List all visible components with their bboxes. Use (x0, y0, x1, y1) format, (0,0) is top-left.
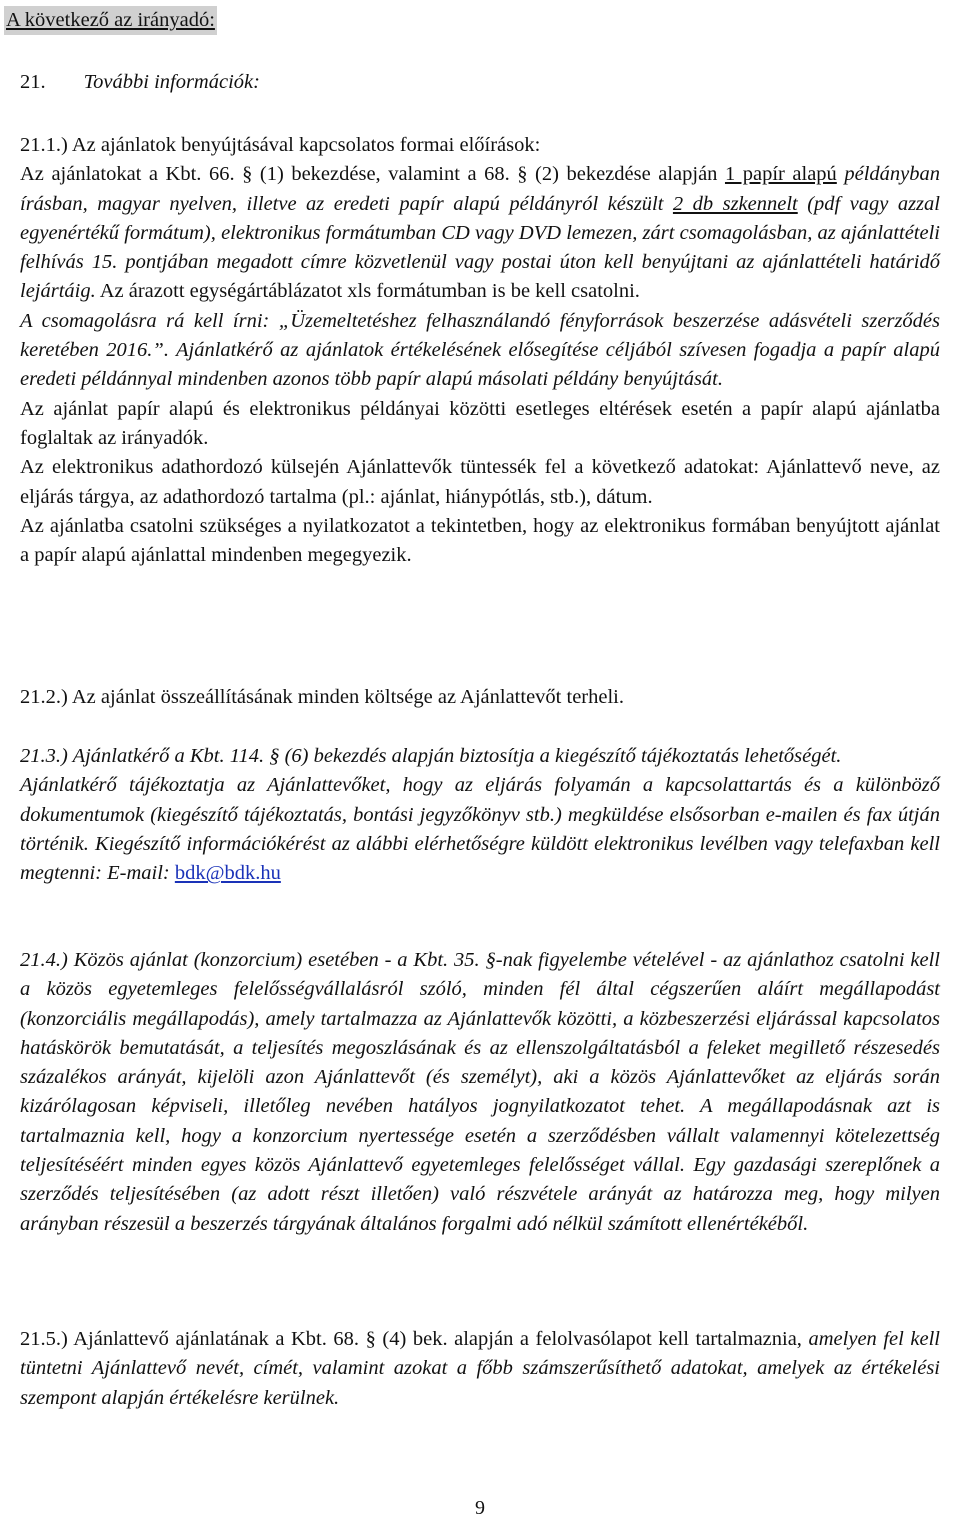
section-21-1-paragraph-2: A csomagolásra rá kell írni: „Üzemeltetéshez felhasználandó fényforrások beszerzése adásvételi szerződés keretében 2016.”. Ajánlatkérő az ajánlatok értékelésének elősegítése céljából szívesen fogadja a papír alapú eredeti példánnyal mindenben azonos több papír alapú másolati példány benyújtását. (20, 309, 941, 391)
section-21-4 (20, 946, 940, 1239)
section-title: További információk: (83, 71, 260, 93)
section-21-1-title: 21.1.) Az ajánlatok benyújtásával kapcsolatos formai előírások: (20, 134, 541, 156)
section-21-1 (20, 131, 940, 570)
email-link[interactable]: bdk@bdk.hu (174, 862, 281, 885)
section-21-2-text: 21.2.) Az ajánlat összeállításának minden költsége az Ajánlattevőt terheli. (20, 686, 624, 708)
section-21-1-paragraph-1: Az ajánlatokat a Kbt. 66. § (1) bekezdése, valamint a 68. § (2) bekezdése alapján 1 papír alapú példányban írásban, magyar nyelven, illetve az eredeti papír alapú példányról készült 2 db szkennelt (pdf vagy azzal egyenértékű formátum), elektronikus formátumban CD vagy DVD lemezen, zárt csomagolásban, az ajánlattételi felhívás 15. pontjában megadott címre közvetlenül vagy postai úton kell benyújtani az ajánlattételi határidő lejártáig. Az árazott egységártáblázatot xls formátumban is be kell csatolni. (20, 163, 940, 303)
section-21-1-paragraph-5: Az ajánlatba csatolni szükséges a nyilatkozatot a tekintetben, hogy az elektronikus formában benyújtott ajánlat a papír alapú ajánlattal mindenben megegyezik. (20, 514, 940, 567)
irany-heading: A következő az irányadó: (4, 6, 217, 35)
section-21-3 (20, 742, 940, 888)
section-21-1-paragraph-3: Az ajánlat papír alapú és elektronikus példányai közötti esetleges eltérések esetén a papír alapú ajánlatba foglaltak az irányadók. (20, 397, 940, 449)
section-21-5-paragraph: 21.5.) Ajánlattevő ajánlatának a Kbt. 68. § (4) bek. alapján a felolvasólapot kell tartalmaznia, amelyen fel kell tüntetni Ajánlattevő nevét, címét, valamint azokat a főbb számszerűsíthető adatokat, amelyek az értékelési szempont alapján értékelésre kerülnek. (20, 1328, 940, 1409)
section-number: 21. (20, 71, 46, 93)
section-21-3-paragraph: Ajánlatkérő tájékoztatja az Ajánlattevőket, hogy az eljárás folyamán a kapcsolattartás és a különböző dokumentumok (kiegészítő tájékoztatás, bontási jegyzőkönyv stb.) megküldése elsősorban e-mailen és fax útján történik. Kiegészítő információkérést az alábbi elérhetőségre küldött elektronikus levélben vagy telefaxban kell megtenni: E-mail: bdk@bdk.hu (20, 774, 940, 885)
section-heading (20, 68, 940, 97)
section-21-2 (20, 683, 940, 712)
section-21-4-paragraph: 21.4.) Közös ajánlat (konzorcium) esetében - a Kbt. 35. §-nak figyelembe vételével - az ajánlathoz csatolni kell a közös egyetemleges felelősségvállalásról szóló, minden fél által cégszerűen aláírt megállapodást (konzorciális megállapodás), amely tartalmazza az Ajánlattevők közötti, a közbeszerzési eljárással kapcsolatos hatáskörök bemutatását, a teljesítés megoszlásának és az ellenszolgáltatásból a feleket megillető részesedés százalékos arányát, kijelöli azon Ajánlattevőt (és személyt), aki a közös Ajánlattevőket az eljárás során kizárólagosan képviseli, illetőleg nevében hatályos jognyilatkozatot tehet. A megállapodásnak azt is tartalmaznia kell, hogy a konzorcium nyertessége esetén a szerződésben vállalt valamennyi kötelezettség teljesítéséért minden egyes közös Ajánlattevő egyetemleges felelősséget vállal. Egy gazdasági szereplőnek a szerződés teljesítésében (az adott részt illetően) való részvétele arányát az határozza meg, hogy milyen arányban részesül a beszerzés tárgyának általános forgalmi adó nélkül számított ellenértékéből. (20, 949, 940, 1235)
section-21-5 (20, 1325, 940, 1413)
page-number: 9 (475, 1497, 485, 1519)
section-21-3-title: 21.3.) Ajánlatkérő a Kbt. 114. § (6) bekezdés alapján biztosítja a kiegészítő tájékoztatás lehetőségét. (20, 745, 842, 767)
section-21-1-paragraph-4: Az elektronikus adathordozó külsején Ajánlattevők tüntessék fel a következő adatokat: Ajánlattevő neve, az eljárás tárgya, az adathordozó tartalma (pl.: ajánlat, hiánypótlás, stb.), dátum. (20, 456, 940, 508)
